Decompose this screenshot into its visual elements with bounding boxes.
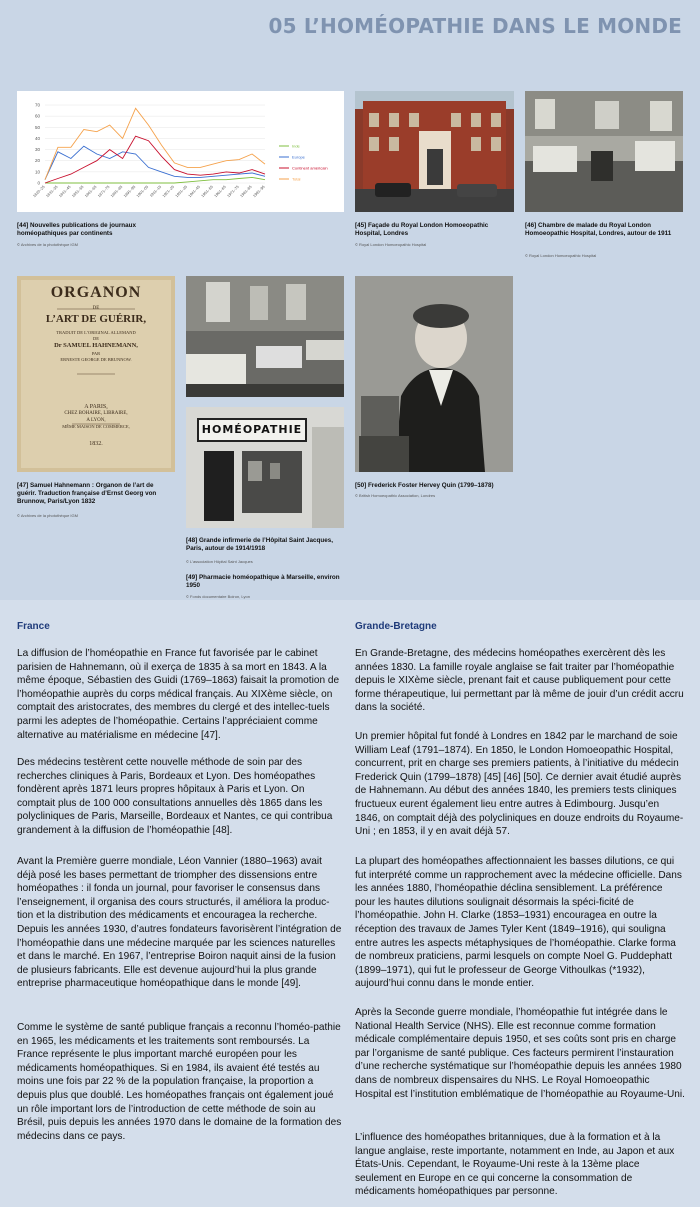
book-line2: DE <box>93 336 99 341</box>
chart-x-tick-label: 1981–85 <box>239 184 253 199</box>
credit-47: © Archives de la photothèque IGM <box>17 513 78 518</box>
chart-x-tick-label: 1921–25 <box>161 184 176 199</box>
infirmary-illustration <box>186 276 344 397</box>
chart-y-tick-label: 10 <box>34 169 40 175</box>
credit-45: © Royal London Homoeopathic Hospital <box>355 242 427 247</box>
chart-y-tick-label: 40 <box>34 135 40 141</box>
chart-legend-label: Europe <box>292 154 305 160</box>
uk-paragraph-4: Après la Seconde guerre mondiale, l’homéopathie fut intégrée dans le National Health Service (NHS). Elle est reconnue comme formation médicale complémentaire depuis 1950, et ses coûts sont pris en charge par l’organisme de santé publique. Ces facteurs permirent l’instauration d’une recherche systématique sur l’homéopathie depuis les années 1980 dans de nombreux dispensaires du NHS. Le Royal Homoeopathic Hospital est l’institution emblématique de l’homéopathie au Royaume-Uni. <box>355 1007 685 1100</box>
caption-50: [50] Frederick Foster Hervey Quin (1799–1878) <box>355 482 494 489</box>
journal-publications-chart <box>17 91 344 212</box>
chart-x-tick-label: 1861–65 <box>84 184 98 199</box>
article-body <box>0 600 700 1207</box>
credit-46: © Royal London Homoeopathic Hospital <box>525 253 597 258</box>
credit-44: © Archives de la photothèque IGM <box>17 242 78 247</box>
chart-series-line <box>45 108 265 179</box>
photo-quin-portrait <box>355 276 513 472</box>
chart-x-tick-label: 1911–15 <box>149 184 163 198</box>
chart-y-tick-label: 30 <box>34 147 40 153</box>
caption-48: [48] Grande infirmerie de l’Hôpital Saint Jacques, Paris, autour de 1914/1918 <box>186 537 333 552</box>
chart-x-tick-label: 1901–05 <box>135 184 150 199</box>
uk-paragraph-2: Un premier hôpital fut fondé à Londres en 1842 par le marchand de soie William Leaf (1791–1874). En 1850, le London Homoeopathic Hospital, concurrent, prit en charge ses premiers patients, à l’initiative du médecin Frederick Quin (1799–1878) [45] [46] [50]. Ce dernier avait étudié auprès de Hahnemann. Au début des années 1840, les premiers tests cliniques fructueux eurent également lieu entre autres à Edimbourg. Jusqu’en 1846, on comptait déjà des polycliniques en douze endroits du Royaume-Uni ; en 1853, il y en avait déjà 57. <box>355 731 684 838</box>
chart-y-tick-label: 20 <box>34 158 40 164</box>
chart-legend-label: Continent américain <box>292 165 328 171</box>
caption-47: [47] Samuel Hahnemann : Organon de l’art de guérir. Traduction française d’Ernst Georg von Brunnow, Paris/Lyon 1832 <box>17 482 157 505</box>
france-paragraph-1: La diffusion de l’homéopathie en France fut favorisée par le cabinet parisien de Hahnemann, où il exerça de 1835 à sa mort en 1843. A la même époque, Sébastien des Guidi (1769–1863) faisait la promotion de l’homéopathie auprès du corps médical français. Au XIXème siècle, on comptait des aristocrates, des membres du clergé et des intellec-tuels parmi les adeptes de l’homéopathie. Certains l’appréciaient comme alternative au matérialisme en médecine [47]. <box>17 648 340 741</box>
facade-illustration <box>355 91 514 212</box>
chart-x-tick-label: 1941–45 <box>187 184 202 199</box>
chart-canvas <box>17 91 344 212</box>
book-year: 1832. <box>89 441 103 447</box>
caption-49: [49] Pharmacie homéopathique à Marseille, environ 1950 <box>186 574 340 589</box>
page-title: 05 L’HOMÉOPATHIE DANS LE MONDE <box>268 14 682 38</box>
photo-patient-room <box>525 91 683 212</box>
chart-y-tick-label: 60 <box>34 113 40 119</box>
caption-44: [44] Nouvelles publications de journaux homéopathiques par continents <box>17 222 136 237</box>
book-de: DE <box>92 306 100 311</box>
chart-legend-label: Total <box>292 176 301 182</box>
photo-organon-book <box>17 276 175 472</box>
chart-x-tick-label: 1871–75 <box>97 184 111 199</box>
chart-x-tick-label: 1951–55 <box>200 184 214 199</box>
uk-paragraph-3: La plupart des homéopathes affectionnaient les basses dilutions, ce qui fut interprété comme un rapprochement avec la médecine officielle. Dans les années 1880, l’homéopathie déclina sensiblement. La préférence pour les hautes dilutions soulignait désormais la spéci-ficité de l’homéopathie. John H. Clarke (1853–1931) encouragea en outre la réception des travaux de James Tyler Kent (1849–1916), qui souligna entre autres les aspects métaphysiques de l’homéopathie. Clarke forma de nombreux praticiens, parmi lesquels on compte Noel G. Puddephatt (1899–1971), qui fut le professeur de George Vithoulkas (*1932), aujourd’hui connu dans le monde entier. <box>355 856 682 990</box>
book-line1: TRADUIT DE L’ORIGINAL ALLEMAND <box>56 330 136 335</box>
portrait-illustration <box>355 276 513 472</box>
book-line5: ERNESTE GEORGE DE BRUNNOW. <box>60 357 132 362</box>
book-line4: PAR <box>91 351 101 356</box>
france-heading: France <box>17 621 50 632</box>
chart-y-tick-label: 70 <box>34 102 40 108</box>
chart-x-tick-label: 1851–55 <box>71 184 85 199</box>
book-line3: Dr SAMUEL HAHNEMANN, <box>54 342 138 349</box>
photo-hospital-facade <box>355 91 514 212</box>
book-place1: A PARIS, <box>84 404 108 410</box>
chart-x-tick-label: 1991–95 <box>252 184 266 199</box>
chart-x-tick-label: 1891–95 <box>123 184 137 199</box>
credit-48: © L’association Hôpital Saint Jacques <box>186 559 253 564</box>
chart-x-tick-label: 1971–75 <box>226 184 240 199</box>
book-place2: CHEZ BOHAIRE, LIBRAIRE, <box>64 411 128 416</box>
photo-infirmary <box>186 276 344 397</box>
chart-y-tick-label: 50 <box>34 124 40 130</box>
chart-x-tick-label: 1820–25 <box>32 184 46 199</box>
credit-49: © Fonds documentaire Boiron, Lyon <box>186 594 250 599</box>
uk-paragraph-1: En Grande-Bretagne, des médecins homéopathes exercèrent dès les années 1830. La famille royale anglaise se fait traiter par l’homéopathie depuis le XIXème siècle, prenant fait et cause publiquement pour cette forme thérapeutique, lui permettant par là même de jouir d’un crédit accru dans la société. <box>355 648 684 714</box>
caption-46: [46] Chambre de malade du Royal London Homoeopathic Hospital, Londres, autour de 1911 <box>525 222 672 237</box>
credit-50: © British Homoeopathic Association, Londres <box>355 493 436 498</box>
france-paragraph-4: Comme le système de santé publique français a reconnu l’homéo-pathie en 1965, les médicaments et les traitements sont remboursés. La France représente le plus important marché européen pour les médicaments homéopathiques. Si en 1984, ils avaient été testés au moins une fois par 22 % de la population française, la proportion a depuis plus que doublé. Les homéopathes français ont également joué un rôle important lors de l’introduction de cette méthode de soin au Brésil, puis depuis les années 1970 dans le domaine de la formation des médecins dans ce pays. <box>17 1022 342 1142</box>
france-paragraph-3: Avant la Première guerre mondiale, Léon Vannier (1880–1963) avait déjà posé les bases permettant de triompher des dissensions entre homéopathes : il fonda un journal, pour favoriser le consensus dans l’enseignement, il organisa des cours structurés, il améliora la produc-tion et la distribution des médicaments et encouragea la recherche. Depuis les années 1930, d’autres fondateurs favorisèrent l’intégration de l’homéopathie dans une médecine marquée par les sciences naturelles et dans le marché. En 1967, l’entreprise Boiron naquit ainsi de la fusion de plusieurs fabricants. Elle est devenue aujourd’hui la plus grande entreprise pharmaceutique homéopathique dans le monde [49]. <box>17 856 342 990</box>
france-paragraph-2: Des médecins testèrent cette nouvelle méthode de soin par des recherches cliniques à Paris, Bordeaux et Lyon. Des homéopathes fondèrent après 1871 leurs propres hôpitaux à Paris et Lyon. On comptait plus de 100 000 consultations annuelles dès 1865 dans les polycliniques de Paris, Marseille, Bordeaux et Nantes, ce qui contribua grandement à la diffusion de l’homéopathie [48]. <box>17 757 333 836</box>
book-subtitle: L’ART DE GUÉRIR, <box>45 313 147 325</box>
photo-pharmacy <box>186 407 344 528</box>
uk-paragraph-5: L’influence des homéopathes britanniques, due à la formation et à la langue anglaise, reste importante, notamment en Inde, au Japon et aux États-Unis. Cependant, le Royaume-Uni reste à la 13ème place seulement en Europe en ce qui concerne la consommation de médicaments homéopathiques par personne. <box>355 1132 675 1198</box>
book-title: ORGANON <box>50 284 142 301</box>
uk-heading: Grande-Bretagne <box>355 621 437 632</box>
chart-y-tick-label: 0 <box>37 180 40 186</box>
chart-x-tick-label: 1931–35 <box>174 184 189 199</box>
chart-x-tick-label: 1841–45 <box>58 184 72 199</box>
chart-series-line <box>45 136 265 183</box>
chart-x-tick-label: 1831–35 <box>45 184 59 199</box>
ward-illustration <box>525 91 683 212</box>
chart-x-tick-label: 1961–65 <box>213 184 227 199</box>
chart-legend-label: Inde <box>292 143 300 149</box>
book-place3: A LYON, <box>86 418 106 423</box>
book-place4: MÊME MAISON DE COMMERCE, <box>62 424 130 429</box>
page-header <box>0 0 700 44</box>
chart-series-line <box>45 177 265 183</box>
chart-series-line <box>45 146 265 180</box>
shop-sign-text: HOMÉOPATHIE <box>201 423 303 436</box>
caption-45: [45] Façade du Royal London Homoeopathic Hospital, Londres <box>355 222 489 237</box>
chart-x-tick-label: 1881–85 <box>110 184 124 199</box>
